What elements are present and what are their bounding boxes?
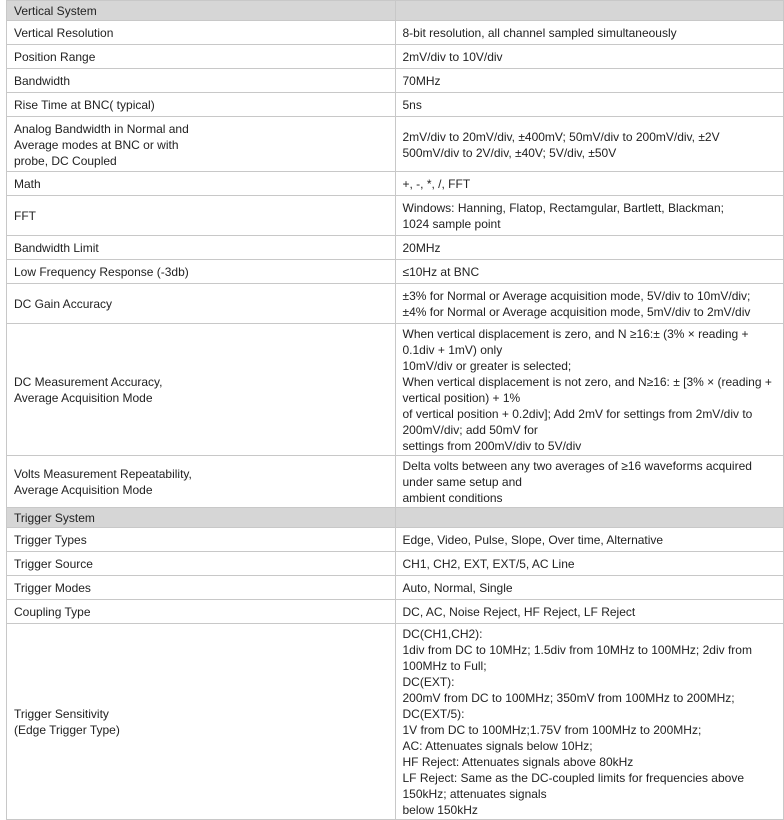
table-row (7, 69, 784, 93)
table-row (7, 93, 784, 117)
table-row (7, 456, 784, 508)
section-title: Vertical System (7, 1, 396, 21)
spec-value: 70MHz (395, 69, 784, 93)
spec-value: Auto, Normal, Single (395, 576, 784, 600)
spec-value: 5ns (395, 93, 784, 117)
spec-label: Bandwidth (7, 69, 396, 93)
spec-label: DC Gain Accuracy (7, 284, 396, 324)
spec-value: 2mV/div to 10V/div (395, 45, 784, 69)
table-row (7, 600, 784, 624)
spec-value: ±3% for Normal or Average acquisition mode, 5V/div to 10mV/div; ±4% for Normal or Average acquisition mode, 5mV/div to 2mV/div (395, 284, 784, 324)
spec-value: DC, AC, Noise Reject, HF Reject, LF Reject (395, 600, 784, 624)
spec-value: DC(CH1,CH2): 1div from DC to 10MHz; 1.5div from 10MHz to 100MHz; 2div from 100MHz to Full; DC(EXT): 200mV from DC to 100MHz; 350mV from 100MHz to 200MHz; DC(EXT/5): 1V from DC to 100MHz;1.75V from 100MHz to 200MHz; AC: Attenuates signals below 10Hz; HF Reject: Attenuates signals above 80kHz LF Reject: Same as the DC-coupled limits for frequencies above 150kHz; attenuates signals below 150kHz (395, 624, 784, 820)
table-row (7, 172, 784, 196)
table-row (7, 21, 784, 45)
section-filler (395, 508, 784, 528)
section-header-row (7, 508, 784, 528)
spec-label: DC Measurement Accuracy, Average Acquisition Mode (7, 324, 396, 456)
table-row (7, 196, 784, 236)
spec-label: Trigger Types (7, 528, 396, 552)
spec-label: Bandwidth Limit (7, 236, 396, 260)
spec-value: ≤10Hz at BNC (395, 260, 784, 284)
spec-value: 2mV/div to 20mV/div, ±400mV; 50mV/div to 200mV/div, ±2V 500mV/div to 2V/div, ±40V; 5V/div, ±50V (395, 117, 784, 172)
spec-value: Windows: Hanning, Flatop, Rectamgular, Bartlett, Blackman; 1024 sample point (395, 196, 784, 236)
spec-label: Trigger Source (7, 552, 396, 576)
table-row (7, 324, 784, 456)
table-row (7, 45, 784, 69)
table-row (7, 528, 784, 552)
table-row (7, 284, 784, 324)
spec-value: 8-bit resolution, all channel sampled simultaneously (395, 21, 784, 45)
table-row (7, 260, 784, 284)
spec-label: Position Range (7, 45, 396, 69)
specifications-table (6, 0, 784, 820)
spec-label: Low Frequency Response (-3db) (7, 260, 396, 284)
spec-value: Delta volts between any two averages of ≥16 waveforms acquired under same setup and ambient conditions (395, 456, 784, 508)
spec-value: 20MHz (395, 236, 784, 260)
section-header-row (7, 1, 784, 21)
table-row (7, 576, 784, 600)
spec-label: Math (7, 172, 396, 196)
spec-label: FFT (7, 196, 396, 236)
section-filler (395, 1, 784, 21)
section-title: Trigger System (7, 508, 396, 528)
spec-label: Trigger Modes (7, 576, 396, 600)
spec-label: Trigger Sensitivity (Edge Trigger Type) (7, 624, 396, 820)
table-row (7, 236, 784, 260)
spec-value: When vertical displacement is zero, and N ≥16:± (3% × reading + 0.1div + 1mV) only 10mV/div or greater is selected; When vertical displacement is not zero, and N≥16: ± [3% × (reading + vertical position) + 1% of vertical position + 0.2div]; Add 2mV for settings from 2mV/div to 200mV/div; add 50mV for settings from 200mV/div to 5V/div (395, 324, 784, 456)
spec-value: +, -, *, /, FFT (395, 172, 784, 196)
table-row (7, 552, 784, 576)
spec-label: Vertical Resolution (7, 21, 396, 45)
spec-label: Rise Time at BNC( typical) (7, 93, 396, 117)
table-row (7, 624, 784, 820)
spec-label: Analog Bandwidth in Normal and Average modes at BNC or with probe, DC Coupled (7, 117, 396, 172)
spec-label: Coupling Type (7, 600, 396, 624)
spec-value: Edge, Video, Pulse, Slope, Over time, Alternative (395, 528, 784, 552)
spec-value: CH1, CH2, EXT, EXT/5, AC Line (395, 552, 784, 576)
spec-label: Volts Measurement Repeatability, Average Acquisition Mode (7, 456, 396, 508)
table-row (7, 117, 784, 172)
